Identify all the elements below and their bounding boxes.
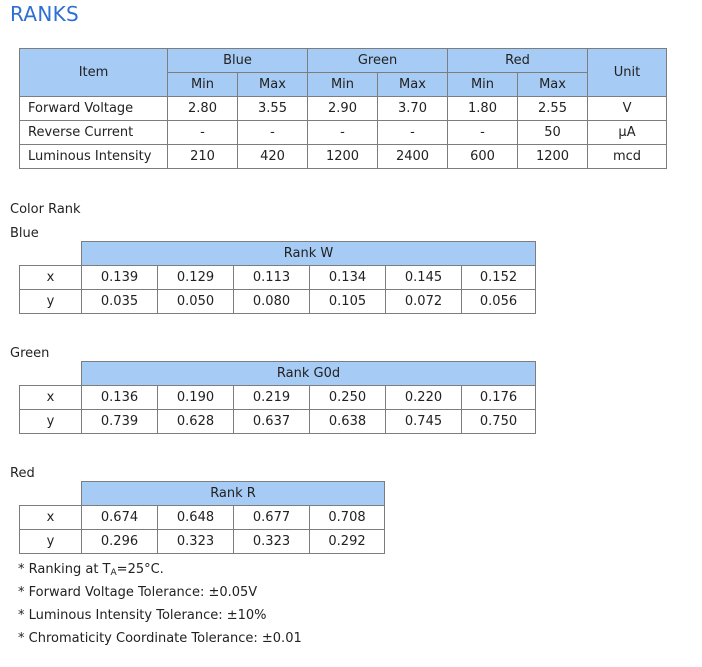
table-cell: 0.750 <box>462 410 536 434</box>
table-cell: 2.90 <box>308 97 378 121</box>
note-chromaticity <box>18 631 302 646</box>
table-cell: 2400 <box>378 145 448 169</box>
table-cell: - <box>378 121 448 145</box>
table-cell: 3.55 <box>238 97 308 121</box>
min-header: Min <box>168 73 238 97</box>
blue-rank-label: Blue <box>10 226 39 241</box>
rank-header: Rank R <box>82 482 385 506</box>
blue-rank-table <box>19 241 536 314</box>
coord-label: y <box>20 290 82 314</box>
table-cell: 0.638 <box>310 410 386 434</box>
table-row <box>20 410 536 434</box>
row-label: Reverse Current <box>20 121 168 145</box>
table-cell: 0.677 <box>234 506 310 530</box>
note-subscript: A <box>110 568 117 578</box>
table-cell: 0.190 <box>158 386 234 410</box>
page-title: RANKS <box>10 2 80 26</box>
table-cell: 0.080 <box>234 290 310 314</box>
table-cell: 1200 <box>518 145 588 169</box>
table-cell: - <box>238 121 308 145</box>
color-header-blue: Blue <box>168 49 308 73</box>
table-cell: 0.129 <box>158 266 234 290</box>
table-cell: 0.745 <box>386 410 462 434</box>
max-header: Max <box>378 73 448 97</box>
table-cell: 0.323 <box>158 530 234 554</box>
note-bullet: * <box>18 608 25 623</box>
table-cell: - <box>448 121 518 145</box>
table-cell: 0.134 <box>310 266 386 290</box>
spec-table <box>19 48 667 169</box>
table-row <box>20 266 536 290</box>
table-cell: 0.176 <box>462 386 536 410</box>
table-cell: 0.139 <box>82 266 158 290</box>
coord-label: y <box>20 530 82 554</box>
coord-label: x <box>20 266 82 290</box>
table-cell: 50 <box>518 121 588 145</box>
table-cell: 210 <box>168 145 238 169</box>
table-cell: 0.220 <box>386 386 462 410</box>
min-header: Min <box>308 73 378 97</box>
unit-cell: mcd <box>588 145 667 169</box>
table-cell: 0.145 <box>386 266 462 290</box>
green-rank-table <box>19 361 536 434</box>
empty-cell <box>20 362 82 386</box>
note-ranking-temp <box>18 562 164 578</box>
table-row <box>20 97 667 121</box>
table-cell: 0.152 <box>462 266 536 290</box>
unit-cell: V <box>588 97 667 121</box>
table-cell: 0.136 <box>82 386 158 410</box>
note-text: =25°C. <box>116 562 164 577</box>
table-cell: 420 <box>238 145 308 169</box>
note-bullet: * <box>18 631 25 646</box>
table-cell: 600 <box>448 145 518 169</box>
table-cell: 0.050 <box>158 290 234 314</box>
color-rank-label: Color Rank <box>10 202 81 217</box>
max-header: Max <box>518 73 588 97</box>
color-header-green: Green <box>308 49 448 73</box>
empty-cell <box>20 482 82 506</box>
table-cell: 2.55 <box>518 97 588 121</box>
note-bullet: * <box>18 562 25 577</box>
table-cell: 0.056 <box>462 290 536 314</box>
table-cell: 3.70 <box>378 97 448 121</box>
table-cell: 0.648 <box>158 506 234 530</box>
note-text: Forward Voltage Tolerance: ±0.05V <box>28 585 258 600</box>
table-row <box>20 121 667 145</box>
coord-label: x <box>20 506 82 530</box>
table-cell: 0.250 <box>310 386 386 410</box>
max-header: Max <box>238 73 308 97</box>
note-luminous-intensity <box>18 608 267 623</box>
table-cell: 0.708 <box>310 506 385 530</box>
table-cell: 2.80 <box>168 97 238 121</box>
table-cell: 0.637 <box>234 410 310 434</box>
note-forward-voltage <box>18 585 257 600</box>
table-cell: - <box>308 121 378 145</box>
row-label: Luminous Intensity <box>20 145 168 169</box>
rank-header: Rank G0d <box>82 362 536 386</box>
note-text: Chromaticity Coordinate Tolerance: ±0.01 <box>28 631 302 646</box>
table-cell: 0.296 <box>82 530 158 554</box>
red-rank-label: Red <box>10 466 35 481</box>
table-row <box>20 530 385 554</box>
table-cell: 0.105 <box>310 290 386 314</box>
green-rank-label: Green <box>10 346 50 361</box>
row-label: Forward Voltage <box>20 97 168 121</box>
table-cell: 0.113 <box>234 266 310 290</box>
unit-header: Unit <box>588 49 667 97</box>
color-header-red: Red <box>448 49 588 73</box>
table-cell: - <box>168 121 238 145</box>
empty-cell <box>20 242 82 266</box>
item-header: Item <box>20 49 168 97</box>
table-row <box>20 386 536 410</box>
table-cell: 0.035 <box>82 290 158 314</box>
table-cell: 0.292 <box>310 530 385 554</box>
min-header: Min <box>448 73 518 97</box>
table-row <box>20 290 536 314</box>
table-cell: 0.674 <box>82 506 158 530</box>
note-text: Ranking at T <box>28 562 111 577</box>
table-row <box>20 145 667 169</box>
table-cell: 1.80 <box>448 97 518 121</box>
table-cell: 0.323 <box>234 530 310 554</box>
table-cell: 0.219 <box>234 386 310 410</box>
table-cell: 0.739 <box>82 410 158 434</box>
table-row <box>20 506 385 530</box>
rank-header: Rank W <box>82 242 536 266</box>
table-cell: 0.072 <box>386 290 462 314</box>
red-rank-table <box>19 481 385 554</box>
unit-cell: μA <box>588 121 667 145</box>
note-bullet: * <box>18 585 25 600</box>
coord-label: x <box>20 386 82 410</box>
note-text: Luminous Intensity Tolerance: ±10% <box>28 608 267 623</box>
table-cell: 1200 <box>308 145 378 169</box>
coord-label: y <box>20 410 82 434</box>
table-cell: 0.628 <box>158 410 234 434</box>
